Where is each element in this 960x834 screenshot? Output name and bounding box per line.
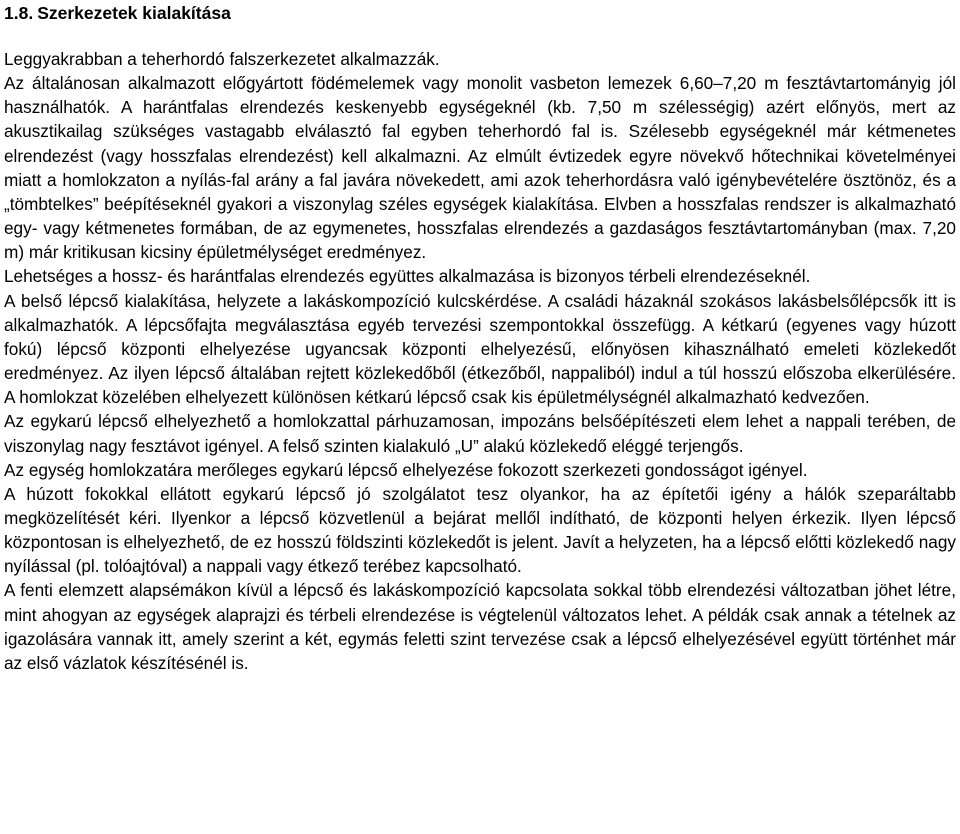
paragraph-combined-walls: Lehetséges a hossz- és harántfalas elrendezés együttes alkalmazása is bizonyos térbeli elrendezéseknél. (4, 266, 811, 287)
paragraph-winder-stair: A húzott fokokkal ellátott egykarú lépcső jó szolgálatot tesz olyankor, ha az építetői igény a hálók szeparáltabb megközelítését kéri. Ilyenkor a lépcső közvetlenül a bejárat mellől indítható, de központi helyen érkezik. Ilyen lépcső központosan is elhelyezhető, de ez hosszú földszinti közlekedőt is jelent. Javít a helyzeten, ha a lépcső előtti közlekedő nagy nyílással (pl. tolóajtóval) a nappali vagy étkező terébez kapcsolható. (4, 483, 956, 577)
paragraph-intro: Leggyakrabban a teherhordó falszerkezetet alkalmazzák. (4, 49, 440, 69)
paragraph-interior-stair: A belső lépcső kialakítása, helyzete a lakáskompozíció kulcskérdése. A családi házaknál szokásos lakásbelsőlépcsők itt is alkalmazhatók. A lépcsőfajta megválasztása egyéb tervezési szempontokkal összefügg. A kétkarú (egyenes vagy húzott fokú) lépcső központi elhelyezése ugyancsak központi elhelyezésű, előnyösen kihasználható emeleti közlekedőt eredményez. Az ilyen lépcső általában rejtett közlekedőből (étkezőből, nappaliból) indul a túl hosszú előszoba elkerülésére. A homlokzat közelében elhelyezett különösen kétkarú lépcső csak kis épületmélységnél alkalmazható kedvezően. (4, 290, 956, 408)
paragraph-perpendicular-stair: Az egység homlokzatára merőleges egykarú lépcső elhelyezése fokozott szerkezeti gondosságot igényel. (4, 459, 808, 480)
paragraph-single-flight-stair: Az egykarú lépcső elhelyezhető a homlokzattal párhuzamosan, impozáns belsőépítészeti elem lehet a nappali terében, de viszonylag nagy fesztávot igényel. A felső szinten kialakuló „U” alakú közlekedő eléggé terjengős. (4, 411, 956, 456)
paragraph-floor-systems: Az általánosan alkalmazott előgyártott födémelemek vagy monolit vasbeton lemezek 6,60–7,20 m fesztávtartományig jól használhatók. A harántfalas elrendezés keskenyebb egységeknél (kb. 7,50 m szélességig) azért előnyös, mert az akusztikailag szükséges vastagabb elválasztó fal egyben teherhordó fal is. Szélesebb egységeknél már kétmenetes elrendezést (vagy hosszfalas elrendezést) kell alkalmazni. Az elmúlt évtizedek egyre növekvő hőtechnikai követelményei miatt a homlokzaton a nyílás-fal arány a fal javára növekedett, ami azok teherhordásra való igénybevételére ösztönöz, és a „tömbtelkes” beépítéseknél gyakori a viszonylag széles egységek kialakítása. Elvben a hosszfalas rendszer is alkalmazható egy- vagy kétmenetes formában, de az egymenetes, hosszfalas elrendezés a gazdaságos fesztávtartományban (max. 7,20 m) már kritikusan kicsiny épületmélységet eredményez. (4, 73, 956, 263)
section-number: 1.8. (4, 3, 34, 23)
body-text (4, 47, 956, 675)
paragraph-conclusion: A fenti elemzett alapsémákon kívül a lépcső és lakáskompozíció kapcsolata sokkal több elrendezési változatban jöhet létre, mint ahogyan az egységek alaprajzi és térbeli elrendezése is végtelenül változatos lehet. A példák csak annak a tételnek az igazolására vannak itt, amely szerint a két, egymás feletti szint tervezése csak a lépcső elhelyezésével együtt történhet már az első vázlatok készítésénél is. (4, 580, 956, 673)
section-title: Szerkezetek kialakítása (37, 3, 231, 23)
document-page (4, 0, 956, 675)
section-heading (4, 0, 956, 24)
